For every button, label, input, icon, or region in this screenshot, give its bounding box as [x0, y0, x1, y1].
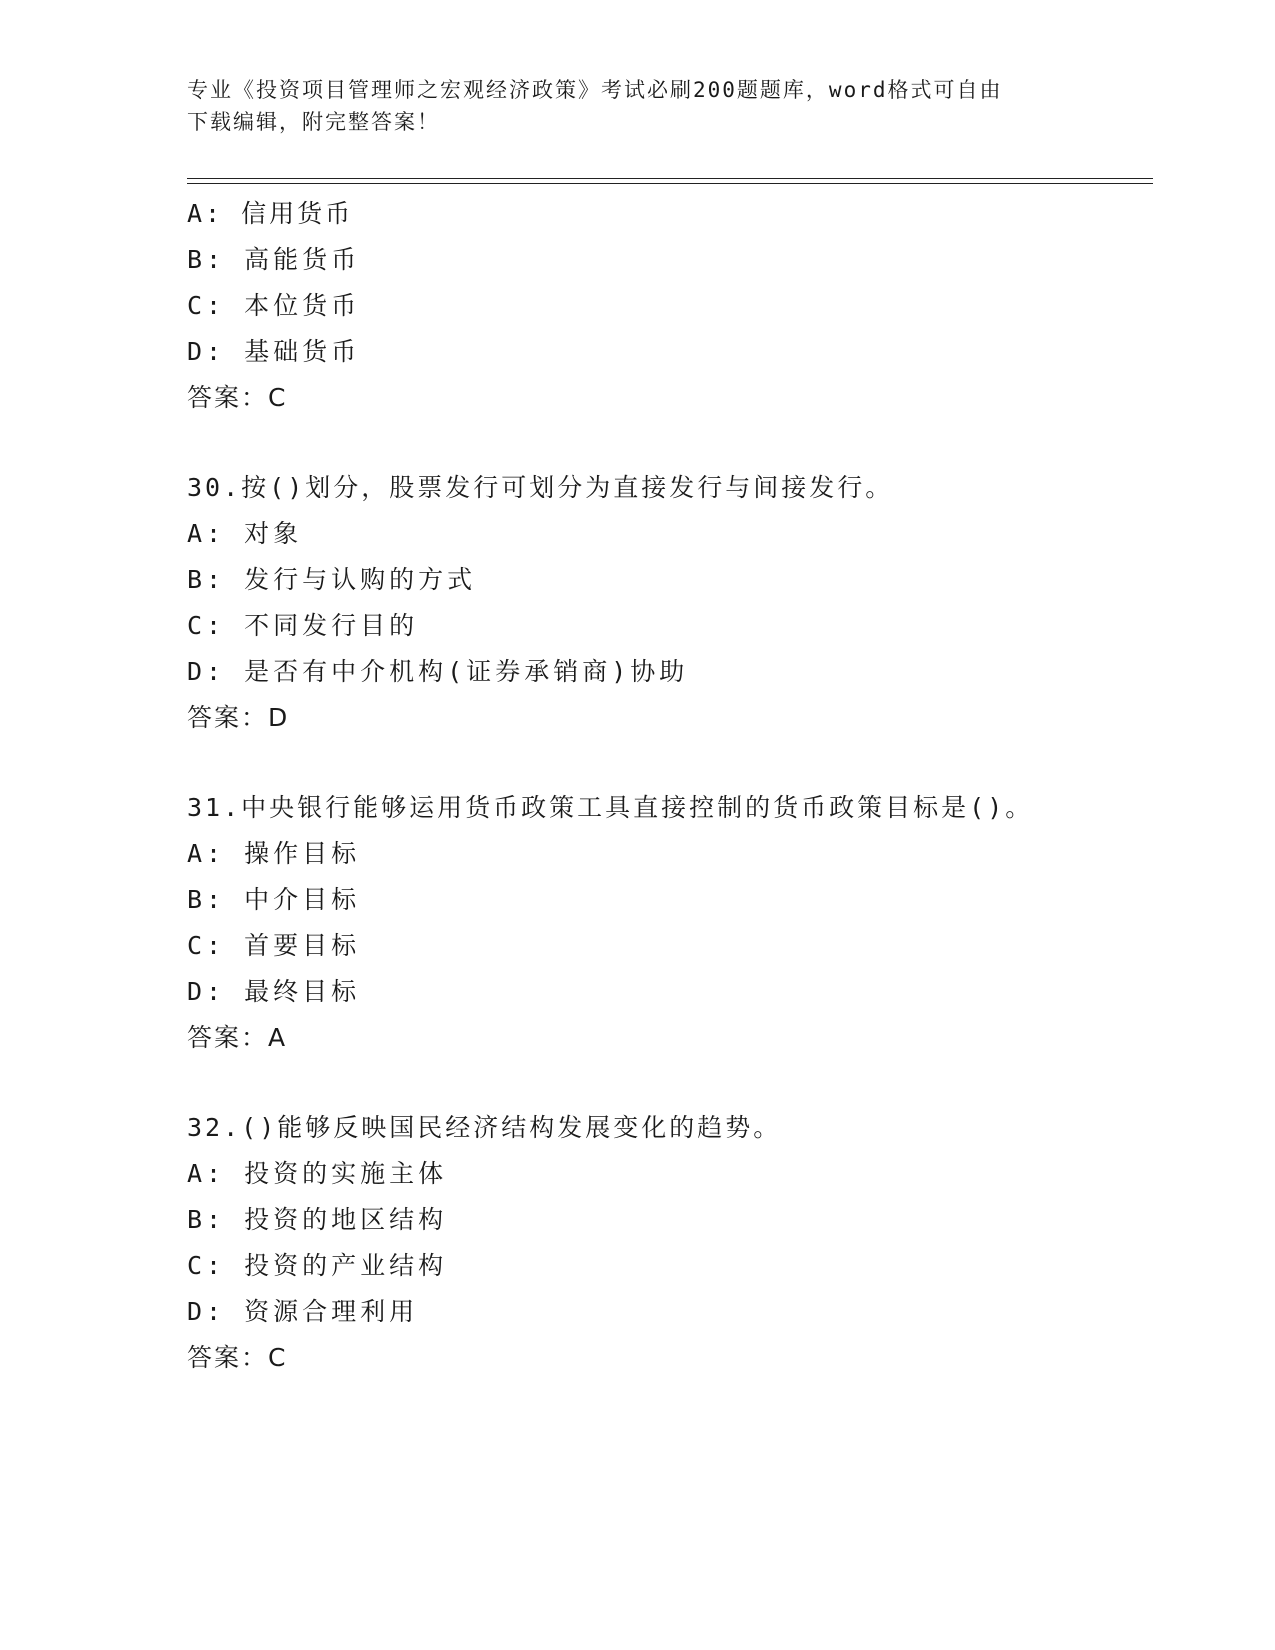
option-b: B: 发行与认购的方式: [187, 565, 477, 594]
answer-line: 答案：A: [187, 1023, 288, 1052]
option-d: D: 资源合理利用: [187, 1297, 419, 1326]
option-b: B: 投资的地区结构: [187, 1205, 448, 1234]
question-30: [187, 465, 1153, 741]
option-d: D: 是否有中介机构(证券承销商)协助: [187, 657, 689, 686]
header-rule-top: [187, 178, 1153, 179]
option-a: A: 信用货币: [187, 199, 354, 228]
spacer: [187, 741, 1153, 785]
answer-line: 答案：D: [187, 703, 290, 732]
option-c: C: 首要目标: [187, 931, 361, 960]
option-a: A: 操作目标: [187, 839, 361, 868]
option-d: D: 基础货币: [187, 337, 361, 366]
document-header: [187, 74, 1087, 138]
answer-line: 答案：C: [187, 1343, 288, 1372]
spacer: [187, 421, 1153, 465]
question-list: [187, 191, 1153, 1381]
option-c: C: 不同发行目的: [187, 611, 419, 640]
header-rule-bottom: [187, 183, 1153, 184]
option-c: C: 本位货币: [187, 291, 361, 320]
question-29: [187, 191, 1153, 421]
question-32: [187, 1105, 1153, 1381]
option-a: A: 对象: [187, 519, 303, 548]
option-c: C: 投资的产业结构: [187, 1251, 448, 1280]
answer-line: 答案：C: [187, 383, 288, 412]
option-b: B: 高能货币: [187, 245, 361, 274]
question-stem: 30.按()划分，股票发行可划分为直接发行与间接发行。: [187, 473, 894, 502]
header-line-1: 专业《投资项目管理师之宏观经济政策》考试必刷200题题库，word格式可自由: [187, 78, 1003, 102]
question-stem: 32.()能够反映国民经济结构发展变化的趋势。: [187, 1113, 782, 1142]
header-line-2: 下载编辑，附完整答案！: [187, 110, 440, 134]
option-d: D: 最终目标: [187, 977, 361, 1006]
spacer: [187, 1061, 1153, 1105]
option-a: A: 投资的实施主体: [187, 1159, 448, 1188]
option-b: B: 中介目标: [187, 885, 361, 914]
question-stem: 31.中央银行能够运用货币政策工具直接控制的货币政策目标是()。: [187, 793, 1034, 822]
question-31: [187, 785, 1153, 1061]
